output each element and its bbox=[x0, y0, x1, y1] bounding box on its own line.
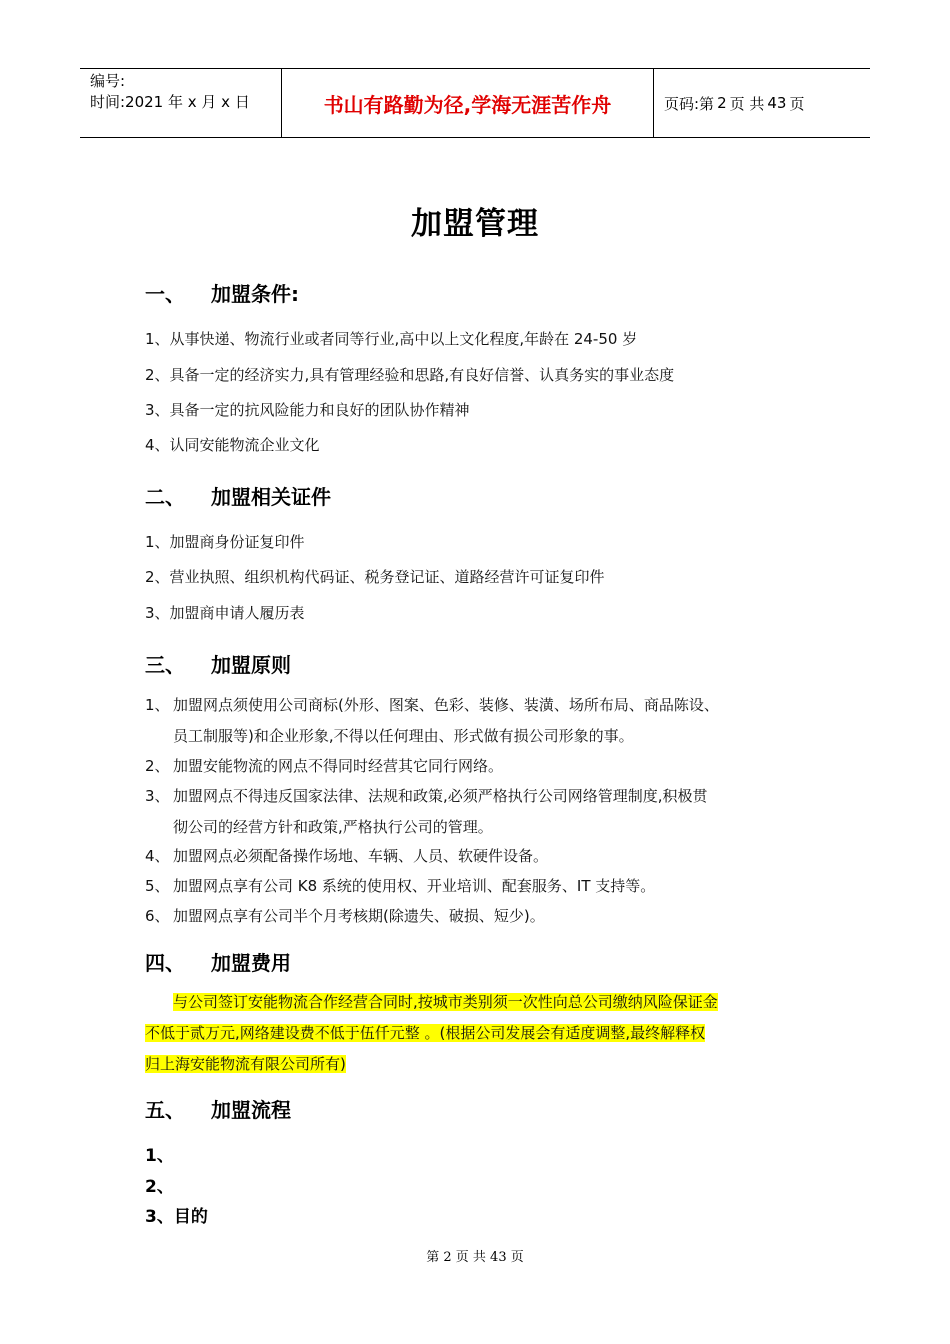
condition-item: 1、从事快递、物流行业或者同等行业,高中以上文化程度,年龄在 24-50 岁 bbox=[145, 330, 638, 348]
header-meta bbox=[80, 69, 282, 137]
section-heading bbox=[145, 649, 291, 678]
section-title: 加盟费用 bbox=[211, 951, 291, 975]
principle-number: 6、 bbox=[145, 907, 170, 925]
section-number: 三、 bbox=[145, 653, 185, 677]
principle-item bbox=[145, 905, 545, 926]
document-item: 2、营业执照、组织机构代码证、税务登记证、道路经营许可证复印件 bbox=[145, 568, 605, 586]
principle-number: 5、 bbox=[145, 877, 170, 895]
process-item: 3、目的 bbox=[145, 1207, 208, 1227]
header-page-info bbox=[654, 69, 870, 137]
condition-item: 2、具备一定的经济实力,具有管理经验和思路,有良好信誉、认真务实的事业态度 bbox=[145, 366, 675, 384]
page-total: 43 bbox=[767, 94, 787, 112]
principle-text: 加盟网点享有公司半个月考核期(除遗失、破损、短少)。 bbox=[173, 907, 545, 925]
principle-item bbox=[145, 785, 708, 806]
page-footer: 第 2 页 共 43 页 bbox=[426, 1250, 524, 1265]
section-heading bbox=[145, 278, 299, 307]
section-number: 一、 bbox=[145, 282, 185, 306]
principle-continuation: 彻公司的经营方针和政策,严格执行公司的管理。 bbox=[173, 818, 493, 836]
principle-continuation: 员工制服等)和企业形象,不得以任何理由、形式做有损公司形象的事。 bbox=[173, 727, 634, 745]
fee-paragraph-line: 与公司签订安能物流合作经营合同时,按城市类别须一次性向总公司缴纳风险保证金 bbox=[173, 993, 718, 1011]
section-title: 加盟流程 bbox=[211, 1098, 291, 1122]
doc-number-label: 编号: bbox=[90, 72, 126, 90]
principle-item bbox=[145, 845, 548, 866]
page-number: 2 bbox=[717, 94, 727, 112]
section-title: 加盟相关证件 bbox=[211, 485, 331, 509]
section-number: 五、 bbox=[145, 1098, 185, 1122]
section-number: 二、 bbox=[145, 485, 185, 509]
principle-text: 加盟网点须使用公司商标(外形、图案、色彩、装修、装潢、场所布局、商品陈设、 bbox=[173, 696, 719, 714]
fee-paragraph-line: 不低于贰万元,网络建设费不低于伍仟元整 。(根据公司发展会有适度调整,最终解释权 bbox=[145, 1024, 706, 1042]
principle-number: 2、 bbox=[145, 757, 170, 775]
condition-item: 3、具备一定的抗风险能力和良好的团队协作精神 bbox=[145, 401, 470, 419]
condition-item: 4、认同安能物流企业文化 bbox=[145, 436, 320, 454]
section-heading bbox=[145, 1094, 291, 1123]
page-mid: 页 共 bbox=[729, 94, 765, 113]
principle-number: 3、 bbox=[145, 787, 170, 805]
page-end: 页 bbox=[789, 94, 805, 113]
section-heading bbox=[145, 481, 331, 510]
principle-item bbox=[145, 755, 503, 776]
principle-text: 加盟网点必须配备操作场地、车辆、人员、软硬件设备。 bbox=[173, 847, 549, 865]
page-label: 页码:第 bbox=[664, 94, 715, 113]
process-item: 1、 bbox=[145, 1146, 174, 1166]
principle-text: 加盟安能物流的网点不得同时经营其它同行网络。 bbox=[173, 757, 504, 775]
principle-text: 加盟网点不得违反国家法律、法规和政策,必须严格执行公司网络管理制度,积极贯 bbox=[173, 787, 708, 805]
doc-time-label: 时间:2021 年 x 月 x 日 bbox=[90, 93, 250, 111]
process-item: 2、 bbox=[145, 1177, 174, 1197]
principle-number: 4、 bbox=[145, 847, 170, 865]
principle-item bbox=[145, 694, 719, 715]
principle-text: 加盟网点享有公司 K8 系统的使用权、开业培训、配套服务、IT 支持等。 bbox=[173, 877, 656, 895]
section-title: 加盟原则 bbox=[211, 653, 291, 677]
section-heading bbox=[145, 947, 291, 976]
section-title: 加盟条件: bbox=[211, 282, 299, 306]
principle-item bbox=[145, 875, 655, 896]
fee-paragraph-line: 归上海安能物流有限公司所有) bbox=[145, 1055, 346, 1073]
document-item: 3、加盟商申请人履历表 bbox=[145, 604, 305, 622]
page-title: 加盟管理 bbox=[411, 206, 539, 242]
section-number: 四、 bbox=[145, 951, 185, 975]
principle-number: 1、 bbox=[145, 696, 170, 714]
header-motto: 书山有路勤为径,学海无涯苦作舟 bbox=[282, 69, 654, 137]
header-table bbox=[80, 68, 870, 138]
document-item: 1、加盟商身份证复印件 bbox=[145, 533, 305, 551]
